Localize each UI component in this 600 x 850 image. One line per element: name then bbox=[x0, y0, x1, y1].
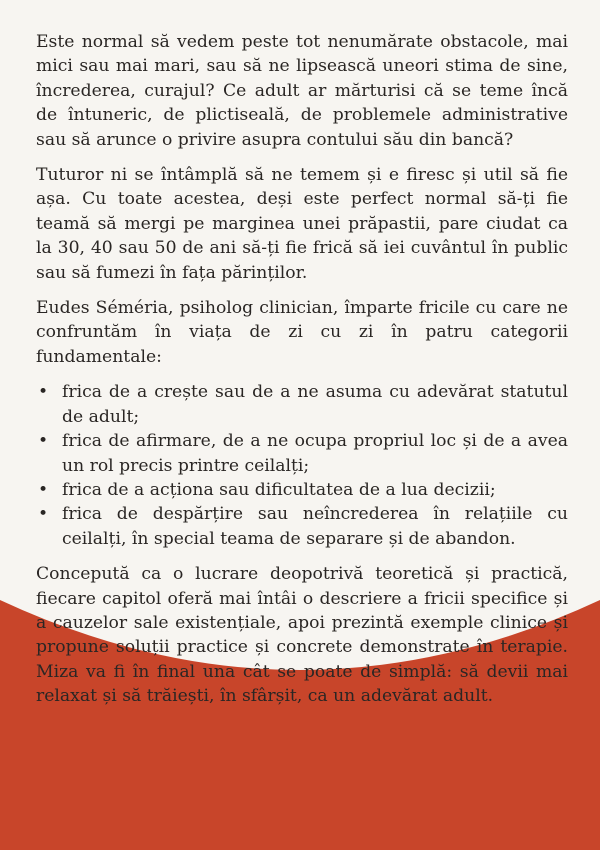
list-item bbox=[36, 478, 568, 502]
bullet-icon: • bbox=[38, 431, 49, 452]
list-item-text: frica de afirmare, de a ne ocupa propriul loc și de a avea un rol precis printre ceilalți; bbox=[62, 431, 568, 476]
third-paragraph: Eudes Séméria, psiholog clinician, împarte fricile cu care ne confruntăm în viața de zi cu zi în patru categorii fundamentale: bbox=[36, 298, 568, 367]
list-item bbox=[36, 502, 568, 551]
closing-paragraph: Concepută ca o lucrare deopotrivă teoretică și practică, fiecare capitol oferă mai întâi o descriere a fricii specifice și a cauzelor sale existențiale, apoi prezintă exemple clinice și propune soluții practice și concrete demonstrate în terapie. Miza va fi în final una cât se poate de simplă: să devii mai relaxat și să trăiești, în sfârșit, ca un adevărat adult. bbox=[36, 564, 568, 707]
second-paragraph: Tuturor ni se întâmplă să ne temem și e firesc și util să fie așa. Cu toate acestea, deși este perfect normal să-ți fie teamă să mergi pe marginea unei prăpastii, pare ciudat ca la 30, 40 sau 50 de ani să-ți fie frică să iei cuvântul în public sau să fumezi în fața părinților. bbox=[36, 165, 568, 283]
bullet-icon: • bbox=[38, 479, 49, 500]
list-item bbox=[36, 429, 568, 478]
fear-categories-list bbox=[36, 380, 568, 551]
list-item-text: frica de despărțire sau neîncrederea în relațiile cu ceilalți, în special teama de separare și de abandon. bbox=[62, 504, 568, 549]
list-item bbox=[36, 380, 568, 429]
list-item-text: frica de a crește sau de a ne asuma cu adevărat statutul de adult; bbox=[62, 382, 568, 427]
back-cover-text bbox=[36, 30, 568, 720]
list-item-text: frica de a acționa sau dificultatea de a lua decizii; bbox=[62, 479, 496, 500]
bullet-icon: • bbox=[38, 382, 49, 403]
intro-paragraph: Este normal să vedem peste tot nenumărate obstacole, mai mici sau mai mari, sau să ne lipsească uneori stima de sine, încrederea, curajul? Ce adult ar mărturisi că se teme încă de întuneric, de plictiseală, de problemele administrative sau să arunce o privire asupra contului său din bancă? bbox=[36, 32, 568, 150]
bullet-icon: • bbox=[38, 504, 49, 525]
